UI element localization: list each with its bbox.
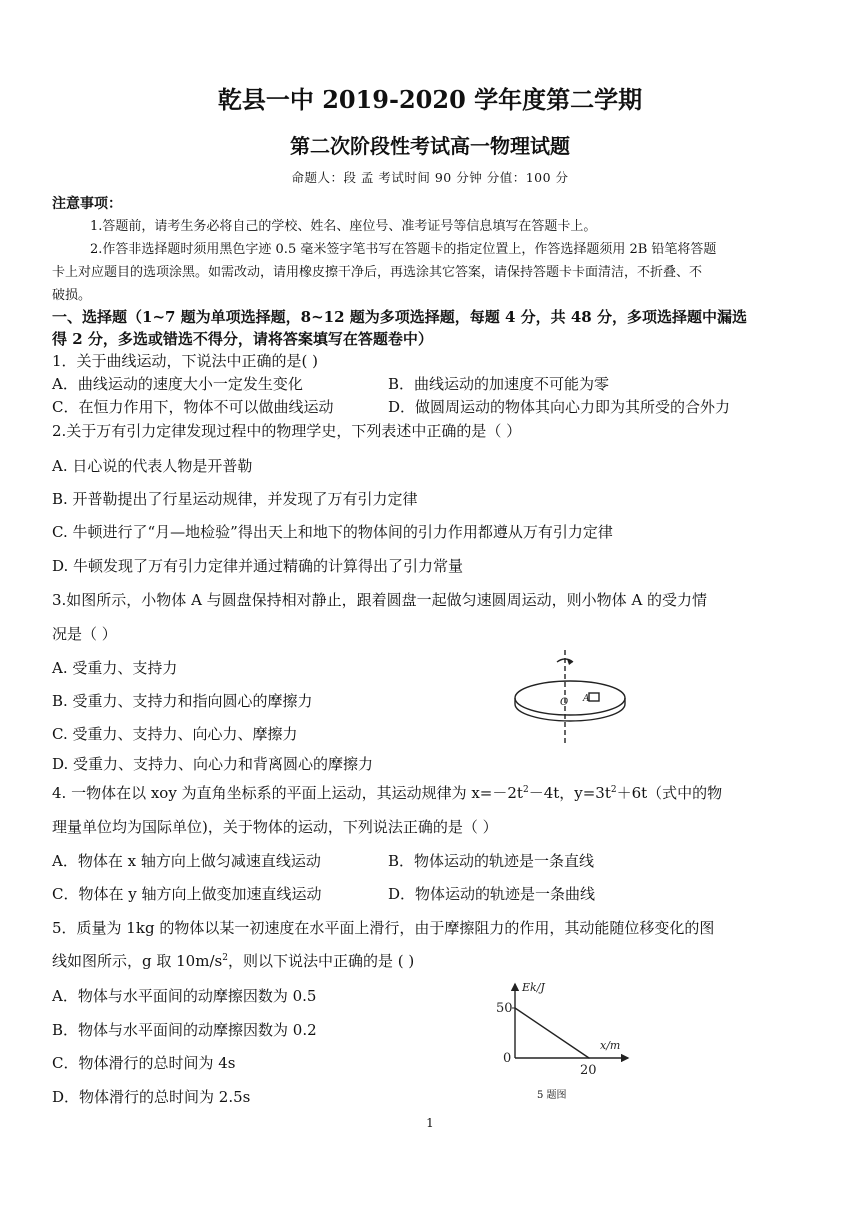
ek-series-line xyxy=(515,1008,589,1058)
q5-stem-part1: 线如图所示，g 取 10m/s xyxy=(52,952,223,970)
exam-meta: 命题人：段 孟 考试时间 90 分钟 分值：100 分 xyxy=(291,170,569,185)
q2-option-d: D. 牛顿发现了万有引力定律并通过精确的计算得出了引力常量 xyxy=(52,557,464,575)
section-heading-line1: 一、选择题（1~7 题为单项选择题，8~12 题为多项选择题，每题 4 分，共 48 分，多项选择题中漏选 xyxy=(52,308,747,326)
disc-center-label: O xyxy=(560,697,569,708)
page-title: 乾县一中 2019-2020 学年度第二学期 xyxy=(217,85,643,114)
notice-item-2: 2.作答非选择题时须用黑色字迹 0.5 毫米签字笔书写在答题卡的指定位置上，作答选择题须用 2B 铅笔将答题 xyxy=(90,242,717,257)
q2-stem: 2.关于万有引力定律发现过程中的物理学史，下列表述中正确的是（ ） xyxy=(52,422,522,440)
notice-item-2-cont: 卡上对应题目的选项涂黑。如需改动，请用橡皮擦干净后，再选涂其它答案，请保持答题卡卡面清洁，不折叠、不 xyxy=(52,265,703,280)
notice-heading: 注意事项： xyxy=(52,196,122,212)
q3-option-c: C. 受重力、支持力、向心力、摩擦力 xyxy=(52,725,298,743)
q3-option-a: A. 受重力、支持力 xyxy=(52,659,178,677)
q5-option-a: A．物体与水平面间的动摩擦因数为 0.5 xyxy=(52,987,317,1005)
q5-sup: 2 xyxy=(222,953,228,963)
q4-option-c: C．物体在 y 轴方向上做变加速直线运动 xyxy=(52,885,322,903)
x-tick-label: 20 xyxy=(580,1063,597,1078)
notice-item-1: 1.答题前，请考生务必将自己的学校、姓名、座位号、准考证号等信息填写在答题卡上。 xyxy=(90,219,597,234)
q3-stem-line1: 3.如图所示，小物体 A 与圆盘保持相对静止，跟着圆盘一起做匀速圆周运动，则小物体 A 的受力情 xyxy=(52,591,708,609)
q2-option-a: A. 日心说的代表人物是开普勒 xyxy=(52,457,253,475)
x-axis-label: x/m xyxy=(600,1039,621,1052)
q5-ek-chart xyxy=(488,976,638,1080)
q1-option-c: C．在恒力作用下，物体不可以做曲线运动 xyxy=(52,398,334,416)
q4-option-a: A．物体在 x 轴方向上做匀减速直线运动 xyxy=(52,852,321,870)
disc-top xyxy=(515,681,625,715)
q3-disc-figure xyxy=(505,648,635,748)
q5-stem-part2: ，则以下说法中正确的是 ( ) xyxy=(227,952,415,970)
y-axis-label: Ek/J xyxy=(522,981,545,994)
notice-item-2-end: 破损。 xyxy=(52,288,92,303)
q3-stem-line2: 况是（ ） xyxy=(52,625,117,643)
q4-option-b: B．物体运动的轨迹是一条直线 xyxy=(388,852,595,870)
ek-data-point xyxy=(588,1057,590,1059)
q5-option-d: D．物体滑行的总时间为 2.5s xyxy=(52,1088,251,1106)
page-number: 1 xyxy=(426,1116,434,1130)
ek-data-point xyxy=(514,1007,516,1009)
q4-stem-part3: ＋6t（式中的物 xyxy=(616,784,723,802)
q5-option-b: B．物体与水平面间的动摩擦因数为 0.2 xyxy=(52,1021,317,1039)
q5-stem-line1: 5．质量为 1kg 的物体以某一初速度在水平面上滑行，由于摩擦阻力的作用，其动能随位移变化的图 xyxy=(52,919,715,937)
page-subtitle: 第二次阶段性考试高一物理试题 xyxy=(290,134,570,158)
q4-stem-line2: 理量单位均为国际单位)，关于物体的运动，下列说法正确的是（ ） xyxy=(52,818,498,836)
q4-sup2: 2 xyxy=(610,785,617,795)
section-heading-line2: 得 2 分，多选或错选不得分，请将答案填写在答题卷中） xyxy=(52,330,433,348)
object-a-label: A xyxy=(583,694,590,704)
q1-stem: 1．关于曲线运动，下说法中正确的是( ) xyxy=(52,352,319,370)
q5-figure-caption: 5 题图 xyxy=(537,1090,567,1101)
q4-option-d: D．物体运动的轨迹是一条曲线 xyxy=(388,885,596,903)
q2-option-b: B. 开普勒提出了行星运动规律，并发现了万有引力定律 xyxy=(52,490,418,508)
q3-option-b: B. 受重力、支持力和指向圆心的摩擦力 xyxy=(52,692,313,710)
q5-option-c: C．物体滑行的总时间为 4s xyxy=(52,1054,236,1072)
q3-option-d: D. 受重力、支持力、向心力和背离圆心的摩擦力 xyxy=(52,755,374,773)
q4-stem-part2: －4t，y=3t xyxy=(528,784,611,802)
q4-stem-part1: 4. 一物体在以 xoy 为直角坐标系的平面上运动，其运动规律为 x=－2t xyxy=(52,784,523,802)
q4-sup1: 2 xyxy=(522,785,529,795)
q1-option-b: B．曲线运动的加速度不可能为零 xyxy=(388,375,610,393)
q5-stem-line2 xyxy=(52,950,414,971)
origin-label: 0 xyxy=(503,1051,512,1066)
y-tick-label: 50 xyxy=(496,1001,513,1016)
q4-stem-line1 xyxy=(52,782,722,803)
object-a xyxy=(589,693,599,701)
q2-option-c: C. 牛顿进行了“月—地检验”得出天上和地下的物体间的引力作用都遵从万有引力定律 xyxy=(52,523,613,541)
q1-option-d: D．做圆周运动的物体其向心力即为其所受的合外力 xyxy=(388,398,731,416)
q1-option-a: A．曲线运动的速度大小一定发生变化 xyxy=(52,375,303,393)
